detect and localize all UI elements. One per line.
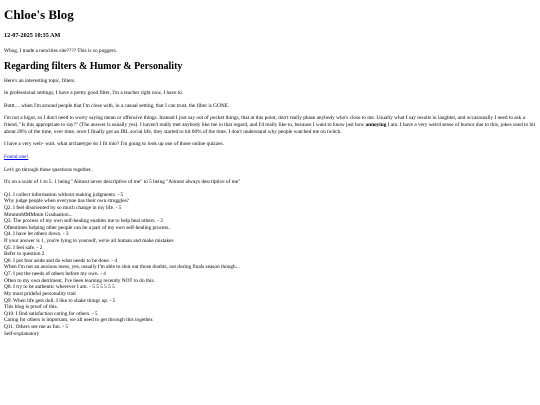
quiz-line: Q11. Others see me as fun. - 5: [4, 323, 69, 330]
quiz-line: If your answer is 1, you're lying to yourself, we're all human and make mistakes: [4, 238, 174, 245]
quiz-line: Q2. I feel disoriented by so much change in my life. - 5: [4, 204, 122, 211]
post-paragraph-5: I have a very weir- wait. what archaetype do I fit into? I'm going to look up one of those online quizzes.: [4, 141, 224, 148]
bold-word-annoying: annoying: [365, 122, 387, 129]
quiz-line: Q10. I find satisfaction caring for others. - 5: [4, 310, 98, 317]
quiz-line: My most prideful personality trait: [4, 290, 76, 297]
quiz-line: Q5. I feel safe. - 2: [4, 244, 43, 251]
post-date: 12-07-2025 10:35 AM: [4, 32, 61, 40]
quiz-line: Oftentimes helping other people can be a part of my own self-healing process.: [4, 224, 170, 231]
quiz-line: Refer to question 2: [4, 251, 45, 258]
quiz-line: Often to my own detriment, I've been learning recently NOT to do this.: [4, 277, 155, 284]
quiz-line: Why judge people when everyone has their own struggles?: [4, 198, 130, 205]
quiz-answers: [4, 192, 536, 337]
paragraph-4-end: I am. I have a very weird sense of humor due to this, jokes used to hit about 20% of the time, over time, once I finally got an IRL social life, they started to hit 60% of the time. I don't understand why people watched me on twitch.: [4, 122, 536, 135]
post-paragraph-7: It's on a scale of 1 to 5. 1 being "Almost never descriptive of me" to 5 being "Almost always descriptive of me": [4, 179, 241, 186]
quiz-line: This blog is proof of this.: [4, 304, 58, 311]
blog-title: Chloe's Blog: [4, 7, 74, 22]
post-paragraph-2: In professional settings, I have a pretty good filter, I'm a teacher right now, I have to.: [4, 90, 184, 97]
post-paragraph-1: Here's an interesting topic, filters.: [4, 77, 76, 84]
quiz-line: Q7. I put the needs of others before my own. - 4: [4, 271, 106, 278]
post-paragraph-4: [4, 115, 536, 135]
intro-text: Whog, I made a neocities site???? This is so poggers.: [4, 48, 118, 55]
post-heading: Regarding filters & Humor & Personality: [4, 60, 183, 72]
quiz-line: Q8. I try to be authentic wherever I am. - 5 5 5 5 5 5: [4, 284, 115, 291]
quiz-line: Q3. The process of my own self-healing enables me to help heal others. - 3: [4, 218, 163, 225]
quiz-line: Q6. I put fear aside and do what needs to be done. - 4: [4, 257, 118, 264]
quiz-line: Caring for others is important, we all need to get through this together.: [4, 317, 154, 324]
quiz-link-paragraph: [4, 154, 536, 161]
quiz-line: Q4. I have let others down. - 3: [4, 231, 69, 238]
post-paragraph-6: Let's go through these questions together..: [4, 166, 94, 173]
paragraph-4-start: I'm not a bigot, so I don't need to worry saying mean or offensive things. Instead I just say out of pocket things, that at this point, don't really phase anybody who's close to me. Usually what I say results in laughter, and occasionally I need to ask a friend, "Is this appropriate to say?" (The answer is usually yes). I haven't really met anybody like me in that regard, and I'd really like to, because I want to know just how: [4, 115, 526, 129]
quiz-line: When I'm not an anxious mess, yes, usually I'm able to shut out those doubts, not during finals season though...: [4, 264, 240, 271]
quiz-line: MmmmMMMmm Graduation...: [4, 211, 73, 218]
quiz-line: Q1. I collect information without making judgments. - 5: [4, 191, 124, 198]
quiz-line: Self-explanatory: [4, 330, 40, 337]
quiz-link[interactable]: Found one!: [4, 153, 29, 160]
quiz-line: Q9. When life gets dull, I like to shake things up. - 5: [4, 297, 116, 304]
post-paragraph-3: Buttt.... when I'm around people that I'm close with, in a casual setting, that I can trust, the filter is GONE.: [4, 102, 230, 109]
